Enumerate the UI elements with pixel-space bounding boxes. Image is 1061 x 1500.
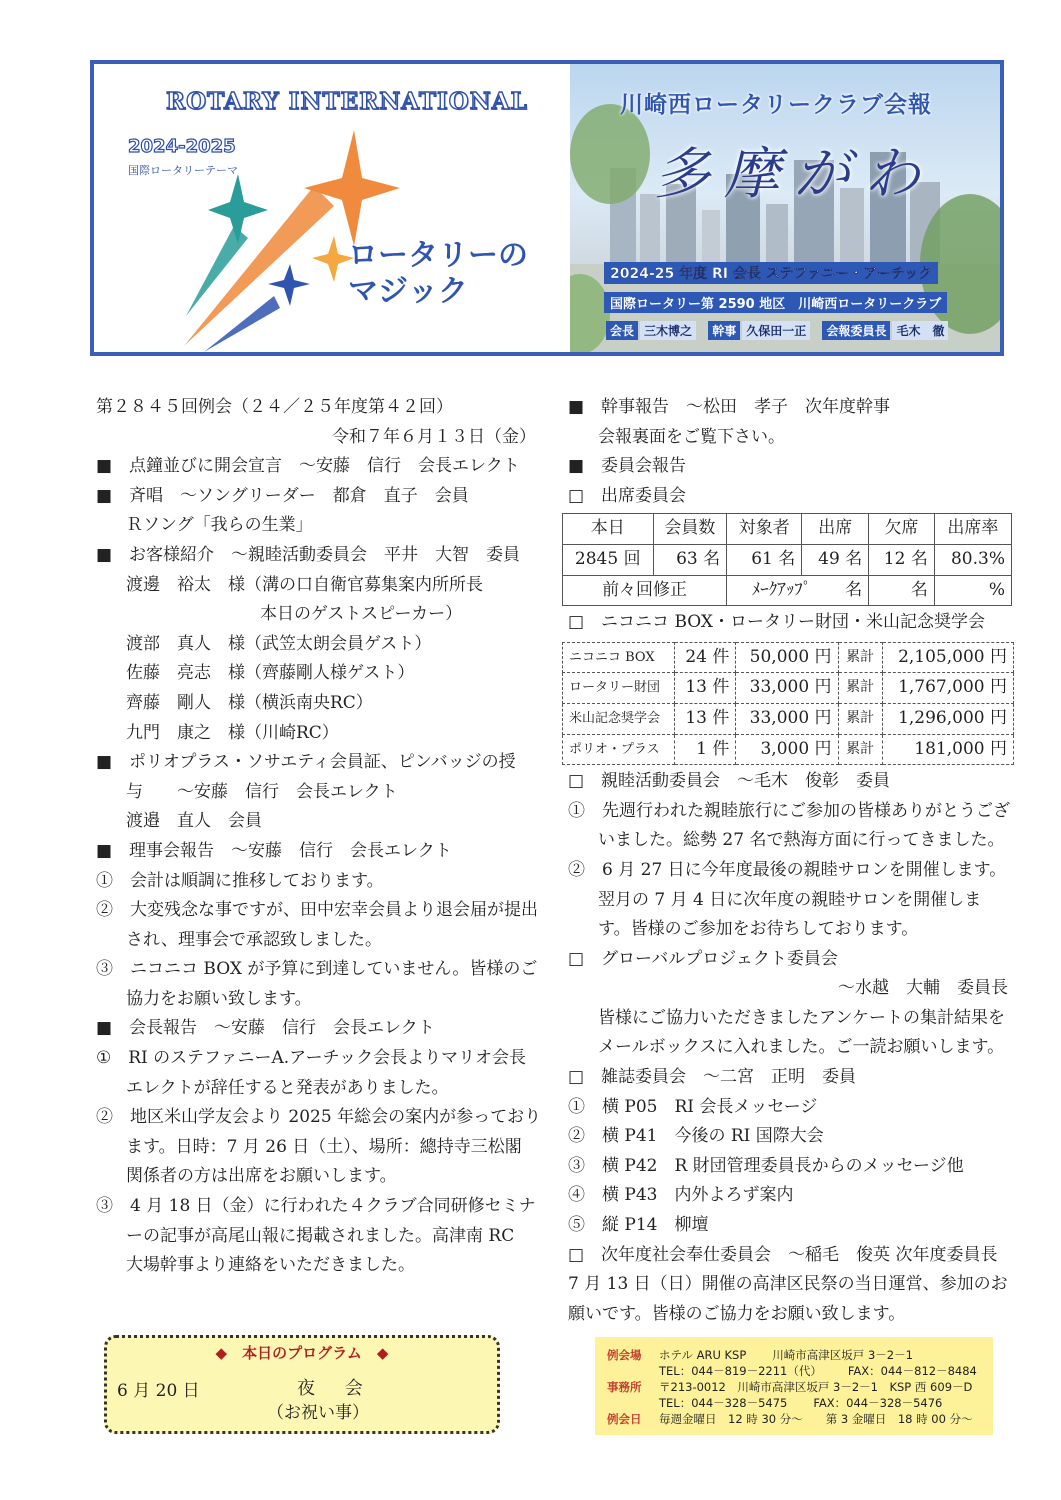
fund-amount: 50,000 円 <box>736 642 838 673</box>
table-header: 出席 <box>802 514 869 545</box>
committee-heading: □ 親睦活動委員会 ～毛木 俊彰 委員 <box>568 771 891 792</box>
theme-title-line1: ロータリーの <box>348 238 528 273</box>
orange-star-icon <box>304 130 400 246</box>
report-point-cont: ーの記事が高尾山報に掲載されました。高津南 RC <box>126 1225 515 1246</box>
attendance-table <box>562 513 1012 606</box>
fund-label: ポリオ・プラス <box>563 734 675 765</box>
venue-name: ホテル ARU KSP <box>659 1348 747 1362</box>
meeting-number: 第２８４５回例会（２４／２５年度第４２回） <box>96 397 453 417</box>
fund-label: 米山記念奨学会 <box>563 703 675 734</box>
agenda-item: ■ 幹事報告 ～松田 孝子 次年度幹事 <box>568 397 891 417</box>
theme-title-line2: マジック <box>348 274 468 309</box>
newsletter-name: 多摩がわ <box>654 142 934 207</box>
district-band: 国際ロータリー第 2590 地区 川崎西ロータリークラブ <box>604 292 947 313</box>
newsletter-banner <box>90 60 1004 356</box>
committee-note: 7 月 13 日（日）開催の高津区民祭の当日運営、参加のお <box>568 1274 1008 1295</box>
fund-total: 1,767,000 円 <box>882 673 1013 704</box>
agenda-detail: 会報裏面をご覧下さい。 <box>598 426 785 447</box>
magazine-item: ④ 横 P43 内外よろず案内 <box>568 1185 794 1206</box>
report-point-cont: 関係者の方は出席をお願いします。 <box>126 1166 397 1187</box>
meeting-day-row <box>607 1411 973 1427</box>
fund-total-label: 累計 <box>838 673 882 704</box>
venue-fax: FAX：044－812－8484 <box>847 1364 977 1378</box>
committee-chair: ～水越 大輔 委員長 <box>838 978 1008 999</box>
office-contact-row <box>607 1395 942 1411</box>
report-point: ③ 4 月 18 日（金）に行われた４クラブ合同研修セミナ <box>96 1196 536 1217</box>
agenda-item: ■ 理事会報告 ～安藤 信行 会長エレクト <box>96 840 452 861</box>
report-point-cont: 翌月の 7 月 4 日に次年度の親睦サロンを開催しま <box>598 889 982 910</box>
report-point-cont: され、理事会で承認致しました。 <box>126 929 383 950</box>
club-header-panel <box>570 64 1000 352</box>
fund-count: 13 件 <box>674 703 735 734</box>
fund-total: 2,105,000 円 <box>882 642 1013 673</box>
officers-band <box>600 320 962 341</box>
right-column <box>568 393 1008 1329</box>
fund-amount: 33,000 円 <box>736 673 838 704</box>
office-label: 事務所 <box>607 1380 642 1394</box>
fund-total: 181,000 円 <box>882 734 1013 765</box>
office-address: 〒213-0012 川崎市高津区坂戸 3－2－1 KSP 西 609－D <box>659 1380 973 1394</box>
venue-row <box>607 1347 913 1363</box>
table-cell: 61 名 <box>727 544 802 575</box>
today-program-box <box>104 1335 500 1434</box>
guest-entry-note: 本日のゲストスピーカー） <box>260 604 463 625</box>
guest-entry: 渡邊 裕太 様（溝の口自衛官募集案内所所長 <box>126 574 483 595</box>
ri-president-band: 2024-25 年度 RI 会長 ステファニー・アーチック <box>604 262 938 284</box>
report-point: ③ ニコニコ BOX が予算に到達していません。皆様のご <box>96 959 538 980</box>
report-point-cont: エレクトが辞任すると発表がありました。 <box>126 1077 449 1098</box>
venue-label: 例会場 <box>607 1348 642 1362</box>
committee-heading: □ 次年度社会奉仕委員会 ～稲毛 俊英 次年度委員長 <box>568 1244 998 1265</box>
ri-theme-panel <box>94 64 570 352</box>
committee-heading: □ ニコニコ BOX・ロータリー財団・米山記念奨学会 <box>568 612 986 633</box>
guest-entry: 渡部 真人 様（武笠太朗会員ゲスト） <box>126 633 432 654</box>
table-header: 出席率 <box>934 514 1011 545</box>
officer-name: 久保田一正 <box>742 321 810 340</box>
agenda-detail: Ｒソング「我らの生業」 <box>126 515 313 536</box>
report-point-cont: いました。総勢 27 名で熱海方面に行ってきました。 <box>598 830 1005 851</box>
report-point-cont: ます。日時：7 月 26 日（土）、場所：總持寺三松閣 <box>126 1136 522 1157</box>
venue-tel: TEL：044－819－2211（代） <box>659 1364 822 1378</box>
magazine-item: ② 横 P41 今後の RI 国際大会 <box>568 1126 824 1147</box>
agenda-item: ■ 会長報告 ～安藤 信行 会長エレクト <box>96 1018 435 1039</box>
committee-heading: □ 雑誌委員会 ～二宮 正明 委員 <box>568 1067 857 1088</box>
club-info-box <box>595 1337 993 1435</box>
program-event: 夜 会 <box>297 1378 375 1399</box>
table-cell: 80.3% <box>934 544 1011 575</box>
program-date: 6 月 20 日 <box>117 1381 200 1401</box>
fund-amount: 33,000 円 <box>736 703 838 734</box>
table-row <box>563 703 1014 734</box>
theme-label: 国際ロータリーテーマ <box>128 164 238 177</box>
magazine-item: ① 横 P05 RI 会長メッセージ <box>568 1096 818 1117</box>
fund-count: 1 件 <box>674 734 735 765</box>
table-header: 会員数 <box>653 514 727 545</box>
table-row <box>563 673 1014 704</box>
office-tel: TEL：044－328－5475 <box>659 1396 788 1410</box>
fund-count: 13 件 <box>674 673 735 704</box>
blue-star-trail <box>204 296 280 352</box>
table-cell: ﾒｰｸｱｯﾌﾟ 名 <box>727 575 869 606</box>
teal-star-icon <box>208 174 268 244</box>
program-title: ◆ 本日のプログラム ◆ <box>215 1344 389 1362</box>
agenda-item: ■ 委員会報告 <box>568 456 687 477</box>
meeting-day-text: 毎週金曜日 12 時 30 分～ 第 3 金曜日 18 時 00 分～ <box>659 1412 973 1426</box>
report-point: ② 6 月 27 日に今年度最後の親睦サロンを開催します。 <box>568 859 1007 880</box>
meeting-day-label: 例会日 <box>607 1412 642 1426</box>
office-fax: FAX：044－328－5476 <box>813 1396 943 1410</box>
agenda-detail: 渡邉 直人 会員 <box>126 811 262 832</box>
ri-title: ROTARY INTERNATIONAL <box>166 88 528 115</box>
table-row <box>563 544 1012 575</box>
agenda-item: ■ 点鐘並びに開会宣言 ～安藤 信行 会長エレクト <box>96 456 520 477</box>
venue-address: 川崎市高津区坂戸 3－2－1 <box>772 1348 913 1362</box>
table-row <box>563 575 1012 606</box>
table-row <box>563 734 1014 765</box>
table-cell: 63 名 <box>653 544 727 575</box>
table-row <box>563 642 1014 673</box>
office-row <box>607 1379 972 1395</box>
committee-note: メールボックスに入れました。ご一読お願いします。 <box>598 1037 1005 1058</box>
fund-total: 1,296,000 円 <box>882 703 1013 734</box>
report-point: ① 先週行われた親睦旅行にご参加の皆様ありがとうござ <box>568 800 1010 821</box>
fund-label: ニコニコ BOX <box>563 642 675 673</box>
table-cell: 12 名 <box>869 544 935 575</box>
officer-role: 会報委員長 <box>822 321 890 340</box>
officer-role: 幹事 <box>708 321 740 340</box>
fund-total-label: 累計 <box>838 703 882 734</box>
officer-name: 毛木 徹 <box>892 321 948 340</box>
committee-heading: □ 出席委員会 <box>568 485 687 506</box>
committee-note: 皆様にご協力いただきましたアンケートの集計結果を <box>598 1007 1005 1028</box>
committee-note: 願いです。皆様のご協力をお願い致します。 <box>568 1303 906 1324</box>
guest-entry: 九門 康之 様（川崎RC） <box>126 722 339 743</box>
fund-amount: 3,000 円 <box>736 734 838 765</box>
fund-table <box>562 642 1014 765</box>
table-cell: 2845 回 <box>563 544 654 575</box>
report-point: ① RI のステファニーA.アーチック会長よりマリオ会長 <box>96 1048 526 1069</box>
table-cell: % <box>934 575 1011 606</box>
meeting-date: 令和７年６月１３日（金） <box>332 426 536 447</box>
theme-year: 2024-2025 <box>128 136 236 157</box>
report-point: ② 地区米山学友会より 2025 年総会の案内が参っており <box>96 1107 542 1128</box>
magazine-item: ⑤ 縦 P14 柳壇 <box>568 1215 709 1236</box>
newsletter-title: 川崎西ロータリークラブ会報 <box>620 92 932 118</box>
fund-label: ロータリー財団 <box>563 673 675 704</box>
agenda-item: ■ ポリオプラス・ソサエティ会員証、ピンバッジの授 <box>96 752 516 773</box>
guest-entry: 齊藤 剛人 様（横浜南央RC） <box>126 692 373 713</box>
table-row <box>563 514 1012 545</box>
report-point-cont: す。皆様のご参加をお待ちしております。 <box>598 919 919 940</box>
table-header: 対象者 <box>727 514 802 545</box>
report-point-cont: 協力をお願い致します。 <box>126 988 312 1009</box>
officer-role: 会長 <box>606 321 638 340</box>
guest-entry: 佐藤 亮志 様（齊藤剛人様ゲスト） <box>126 663 415 684</box>
committee-heading: □ グローバルプロジェクト委員会 <box>568 948 838 969</box>
officer-name: 三木博之 <box>640 321 696 340</box>
agenda-item: ■ 斉唱 ～ソングリーダー 都倉 直子 会員 <box>96 485 469 506</box>
fund-total-label: 累計 <box>838 734 882 765</box>
program-note: （お祝い事） <box>267 1403 369 1423</box>
report-point: ① 会計は順調に推移しております。 <box>96 870 384 891</box>
agenda-item: ■ お客様紹介 ～親睦活動委員会 平井 大智 委員 <box>96 544 521 565</box>
table-header: 欠席 <box>869 514 935 545</box>
table-cell: 前々回修正 <box>563 575 727 606</box>
report-point-cont: 大場幹事より連絡をいただきました。 <box>126 1255 415 1276</box>
table-header: 本日 <box>563 514 654 545</box>
left-column <box>96 393 542 1281</box>
venue-contact-row <box>607 1363 977 1379</box>
fund-total-label: 累計 <box>838 642 882 673</box>
table-cell: 名 <box>869 575 935 606</box>
report-point: ② 大変残念な事ですが、田中宏幸会員より退会届が提出 <box>96 900 538 921</box>
magazine-item: ③ 横 P42 R 財団管理委員長からのメッセージ他 <box>568 1155 964 1176</box>
table-cell: 49 名 <box>802 544 869 575</box>
agenda-detail: 与 ～安藤 信行 会長エレクト <box>126 781 398 802</box>
fund-count: 24 件 <box>674 642 735 673</box>
